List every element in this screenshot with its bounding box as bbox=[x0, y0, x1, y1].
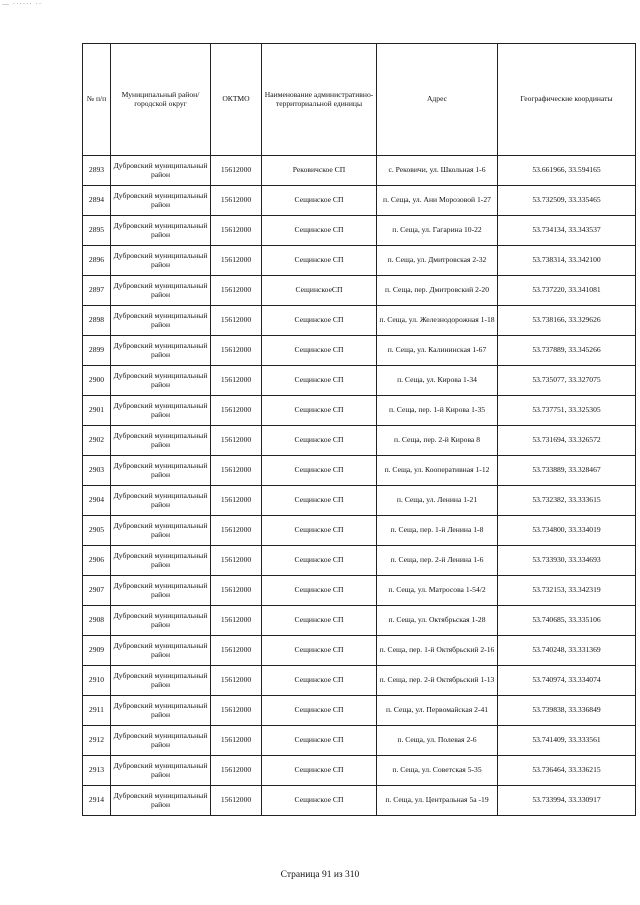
district-cell: Дубровский муниципальный район bbox=[111, 696, 211, 726]
table-row bbox=[83, 546, 636, 576]
oktmo-cell: 15612000 bbox=[211, 606, 262, 636]
unit-name-cell: Сещинское СП bbox=[262, 606, 377, 636]
unit-name-cell: Сещинское СП bbox=[262, 576, 377, 606]
oktmo-cell: 15612000 bbox=[211, 576, 262, 606]
address-cell: п. Сеща, пер. 1-й Ленина 1-8 bbox=[377, 516, 498, 546]
row-number: 2901 bbox=[83, 396, 111, 426]
address-cell: с. Рековичи, ул. Школьная 1-6 bbox=[377, 156, 498, 186]
district-cell: Дубровский муниципальный район bbox=[111, 516, 211, 546]
address-cell: п. Сеща, ул. Дмитровская 2-32 bbox=[377, 246, 498, 276]
oktmo-cell: 15612000 bbox=[211, 546, 262, 576]
oktmo-cell: 15612000 bbox=[211, 426, 262, 456]
coordinates-cell: 53.732509, 33.335465 bbox=[498, 186, 636, 216]
coordinates-cell: 53.740685, 33.335106 bbox=[498, 606, 636, 636]
coordinates-cell: 53.661966, 33.594165 bbox=[498, 156, 636, 186]
unit-name-cell: Сещинское СП bbox=[262, 486, 377, 516]
oktmo-cell: 15612000 bbox=[211, 636, 262, 666]
header-unit-name: Наименование административно-территориальной единицы bbox=[262, 44, 377, 156]
table-row bbox=[83, 156, 636, 186]
table-row bbox=[83, 606, 636, 636]
header-district: Муниципальный район/городской округ bbox=[111, 44, 211, 156]
row-number: 2895 bbox=[83, 216, 111, 246]
row-number: 2893 bbox=[83, 156, 111, 186]
oktmo-cell: 15612000 bbox=[211, 246, 262, 276]
coordinates-cell: 53.736464, 33.336215 bbox=[498, 756, 636, 786]
page-edge-mark: — ······ ·· bbox=[2, 0, 43, 8]
coordinates-cell: 53.740974, 33.334074 bbox=[498, 666, 636, 696]
district-cell: Дубровский муниципальный район bbox=[111, 156, 211, 186]
row-number: 2903 bbox=[83, 456, 111, 486]
district-cell: Дубровский муниципальный район bbox=[111, 276, 211, 306]
table-row bbox=[83, 756, 636, 786]
district-cell: Дубровский муниципальный район bbox=[111, 546, 211, 576]
coordinates-cell: 53.738314, 33.342100 bbox=[498, 246, 636, 276]
table-row bbox=[83, 396, 636, 426]
coordinates-cell: 53.734134, 33.343537 bbox=[498, 216, 636, 246]
unit-name-cell: Сещинское СП bbox=[262, 636, 377, 666]
unit-name-cell: Сещинское СП bbox=[262, 366, 377, 396]
coordinates-cell: 53.733889, 33.328467 bbox=[498, 456, 636, 486]
row-number: 2894 bbox=[83, 186, 111, 216]
table-row bbox=[83, 336, 636, 366]
address-cell: п. Сеща, ул. Октябрьская 1-28 bbox=[377, 606, 498, 636]
district-cell: Дубровский муниципальный район bbox=[111, 186, 211, 216]
district-cell: Дубровский муниципальный район bbox=[111, 576, 211, 606]
district-cell: Дубровский муниципальный район bbox=[111, 726, 211, 756]
unit-name-cell: Сещинское СП bbox=[262, 456, 377, 486]
address-cell: п. Сеща, ул. Гагарина 10-22 bbox=[377, 216, 498, 246]
row-number: 2899 bbox=[83, 336, 111, 366]
address-cell: п. Сеща, ул. Центральная 5а -19 bbox=[377, 786, 498, 816]
coordinates-cell: 53.737751, 33.325305 bbox=[498, 396, 636, 426]
address-cell: п. Сеща, ул. Ленина 1-21 bbox=[377, 486, 498, 516]
coordinates-cell: 53.737889, 33.345266 bbox=[498, 336, 636, 366]
oktmo-cell: 15612000 bbox=[211, 756, 262, 786]
oktmo-cell: 15612000 bbox=[211, 306, 262, 336]
row-number: 2902 bbox=[83, 426, 111, 456]
district-cell: Дубровский муниципальный район bbox=[111, 366, 211, 396]
header-coordinates: Географические координаты bbox=[498, 44, 636, 156]
address-cell: п. Сеща, ул. Кирова 1-34 bbox=[377, 366, 498, 396]
coordinates-cell: 53.739838, 33.336849 bbox=[498, 696, 636, 726]
table-row bbox=[83, 486, 636, 516]
row-number: 2896 bbox=[83, 246, 111, 276]
coordinates-cell: 53.733930, 33.334693 bbox=[498, 546, 636, 576]
address-cell: п. Сеща, ул. Калининская 1-67 bbox=[377, 336, 498, 366]
district-cell: Дубровский муниципальный район bbox=[111, 456, 211, 486]
oktmo-cell: 15612000 bbox=[211, 336, 262, 366]
row-number: 2898 bbox=[83, 306, 111, 336]
row-number: 2908 bbox=[83, 606, 111, 636]
coordinates-cell: 53.738166, 33.329626 bbox=[498, 306, 636, 336]
table-row bbox=[83, 366, 636, 396]
oktmo-cell: 15612000 bbox=[211, 516, 262, 546]
header-address: Адрес bbox=[377, 44, 498, 156]
table-row bbox=[83, 456, 636, 486]
unit-name-cell: Сещинское СП bbox=[262, 216, 377, 246]
coordinates-cell: 53.737220, 33.341081 bbox=[498, 276, 636, 306]
table-header-row bbox=[83, 44, 636, 156]
oktmo-cell: 15612000 bbox=[211, 156, 262, 186]
row-number: 2897 bbox=[83, 276, 111, 306]
table-row bbox=[83, 276, 636, 306]
oktmo-cell: 15612000 bbox=[211, 486, 262, 516]
row-number: 2906 bbox=[83, 546, 111, 576]
oktmo-cell: 15612000 bbox=[211, 696, 262, 726]
address-cell: п. Сеща, ул. Железнодорожная 1-18 bbox=[377, 306, 498, 336]
table-row bbox=[83, 186, 636, 216]
table-row bbox=[83, 246, 636, 276]
page-number-footer: Страница 91 из 310 bbox=[280, 870, 360, 880]
district-cell: Дубровский муниципальный район bbox=[111, 396, 211, 426]
unit-name-cell: Сещинское СП bbox=[262, 186, 377, 216]
district-cell: Дубровский муниципальный район bbox=[111, 666, 211, 696]
table-row bbox=[83, 216, 636, 246]
unit-name-cell: Сещинское СП bbox=[262, 396, 377, 426]
row-number: 2911 bbox=[83, 696, 111, 726]
address-cell: п. Сеща, ул. Советская 5-35 bbox=[377, 756, 498, 786]
address-cell: п. Сеща, пер. 2-й Кирова 8 bbox=[377, 426, 498, 456]
coordinates-cell: 53.731694, 33.326572 bbox=[498, 426, 636, 456]
row-number: 2910 bbox=[83, 666, 111, 696]
oktmo-cell: 15612000 bbox=[211, 666, 262, 696]
district-cell: Дубровский муниципальный район bbox=[111, 486, 211, 516]
address-cell: п. Сеща, ул. Ани Морозовой 1-27 bbox=[377, 186, 498, 216]
district-cell: Дубровский муниципальный район bbox=[111, 336, 211, 366]
unit-name-cell: Рековичское СП bbox=[262, 156, 377, 186]
district-cell: Дубровский муниципальный район bbox=[111, 216, 211, 246]
header-number: № п/п bbox=[83, 44, 111, 156]
unit-name-cell: Сещинское СП bbox=[262, 696, 377, 726]
oktmo-cell: 15612000 bbox=[211, 456, 262, 486]
unit-name-cell: Сещинское СП bbox=[262, 756, 377, 786]
district-cell: Дубровский муниципальный район bbox=[111, 246, 211, 276]
table-row bbox=[83, 696, 636, 726]
oktmo-cell: 15612000 bbox=[211, 186, 262, 216]
unit-name-cell: Сещинское СП bbox=[262, 246, 377, 276]
coordinates-cell: 53.741409, 33.333561 bbox=[498, 726, 636, 756]
district-cell: Дубровский муниципальный район bbox=[111, 756, 211, 786]
unit-name-cell: Сещинское СП bbox=[262, 726, 377, 756]
unit-name-cell: Сещинское СП bbox=[262, 306, 377, 336]
district-cell: Дубровский муниципальный район bbox=[111, 636, 211, 666]
row-number: 2904 bbox=[83, 486, 111, 516]
address-cell: п. Сеща, ул. Матросова 1-54/2 bbox=[377, 576, 498, 606]
coordinates-cell: 53.732153, 33.342319 bbox=[498, 576, 636, 606]
address-cell: п. Сеща, пер. 1-й Кирова 1-35 bbox=[377, 396, 498, 426]
oktmo-cell: 15612000 bbox=[211, 216, 262, 246]
row-number: 2900 bbox=[83, 366, 111, 396]
district-cell: Дубровский муниципальный район bbox=[111, 426, 211, 456]
table-row bbox=[83, 636, 636, 666]
coordinates-cell: 53.735077, 33.327075 bbox=[498, 366, 636, 396]
address-cell: п. Сеща, ул. Первомайская 2-41 bbox=[377, 696, 498, 726]
row-number: 2914 bbox=[83, 786, 111, 816]
unit-name-cell: Сещинское СП bbox=[262, 786, 377, 816]
coordinates-cell: 53.733994, 33.330917 bbox=[498, 786, 636, 816]
row-number: 2912 bbox=[83, 726, 111, 756]
district-cell: Дубровский муниципальный район bbox=[111, 306, 211, 336]
table-row bbox=[83, 726, 636, 756]
unit-name-cell: Сещинское СП bbox=[262, 666, 377, 696]
oktmo-cell: 15612000 bbox=[211, 366, 262, 396]
registry-table bbox=[82, 43, 636, 816]
coordinates-cell: 53.734800, 33.334019 bbox=[498, 516, 636, 546]
unit-name-cell: Сещинское СП bbox=[262, 336, 377, 366]
unit-name-cell: Сещинское СП bbox=[262, 426, 377, 456]
address-cell: п. Сеща, ул. Кооперативная 1-12 bbox=[377, 456, 498, 486]
oktmo-cell: 15612000 bbox=[211, 726, 262, 756]
unit-name-cell: СещинскоеСП bbox=[262, 276, 377, 306]
district-cell: Дубровский муниципальный район bbox=[111, 606, 211, 636]
oktmo-cell: 15612000 bbox=[211, 276, 262, 306]
table-row bbox=[83, 306, 636, 336]
address-cell: п. Сеща, пер. 2-й Ленина 1-6 bbox=[377, 546, 498, 576]
oktmo-cell: 15612000 bbox=[211, 396, 262, 426]
address-cell: п. Сеща, пер. 2-й Октябрьский 1-13 bbox=[377, 666, 498, 696]
table-row bbox=[83, 516, 636, 546]
table-body bbox=[83, 156, 636, 816]
table-row bbox=[83, 576, 636, 606]
row-number: 2907 bbox=[83, 576, 111, 606]
table-row bbox=[83, 426, 636, 456]
row-number: 2905 bbox=[83, 516, 111, 546]
coordinates-cell: 53.740248, 33.331369 bbox=[498, 636, 636, 666]
table-row bbox=[83, 666, 636, 696]
row-number: 2913 bbox=[83, 756, 111, 786]
address-cell: п. Сеща, ул. Полевая 2-6 bbox=[377, 726, 498, 756]
address-cell: п. Сеща, пер. 1-й Октябрьский 2-16 bbox=[377, 636, 498, 666]
district-cell: Дубровский муниципальный район bbox=[111, 786, 211, 816]
table-row bbox=[83, 786, 636, 816]
header-oktmo: ОКТМО bbox=[211, 44, 262, 156]
oktmo-cell: 15612000 bbox=[211, 786, 262, 816]
unit-name-cell: Сещинское СП bbox=[262, 516, 377, 546]
row-number: 2909 bbox=[83, 636, 111, 666]
address-cell: п. Сеща, пер. Дмитровский 2-20 bbox=[377, 276, 498, 306]
unit-name-cell: Сещинское СП bbox=[262, 546, 377, 576]
coordinates-cell: 53.732382, 33.333615 bbox=[498, 486, 636, 516]
